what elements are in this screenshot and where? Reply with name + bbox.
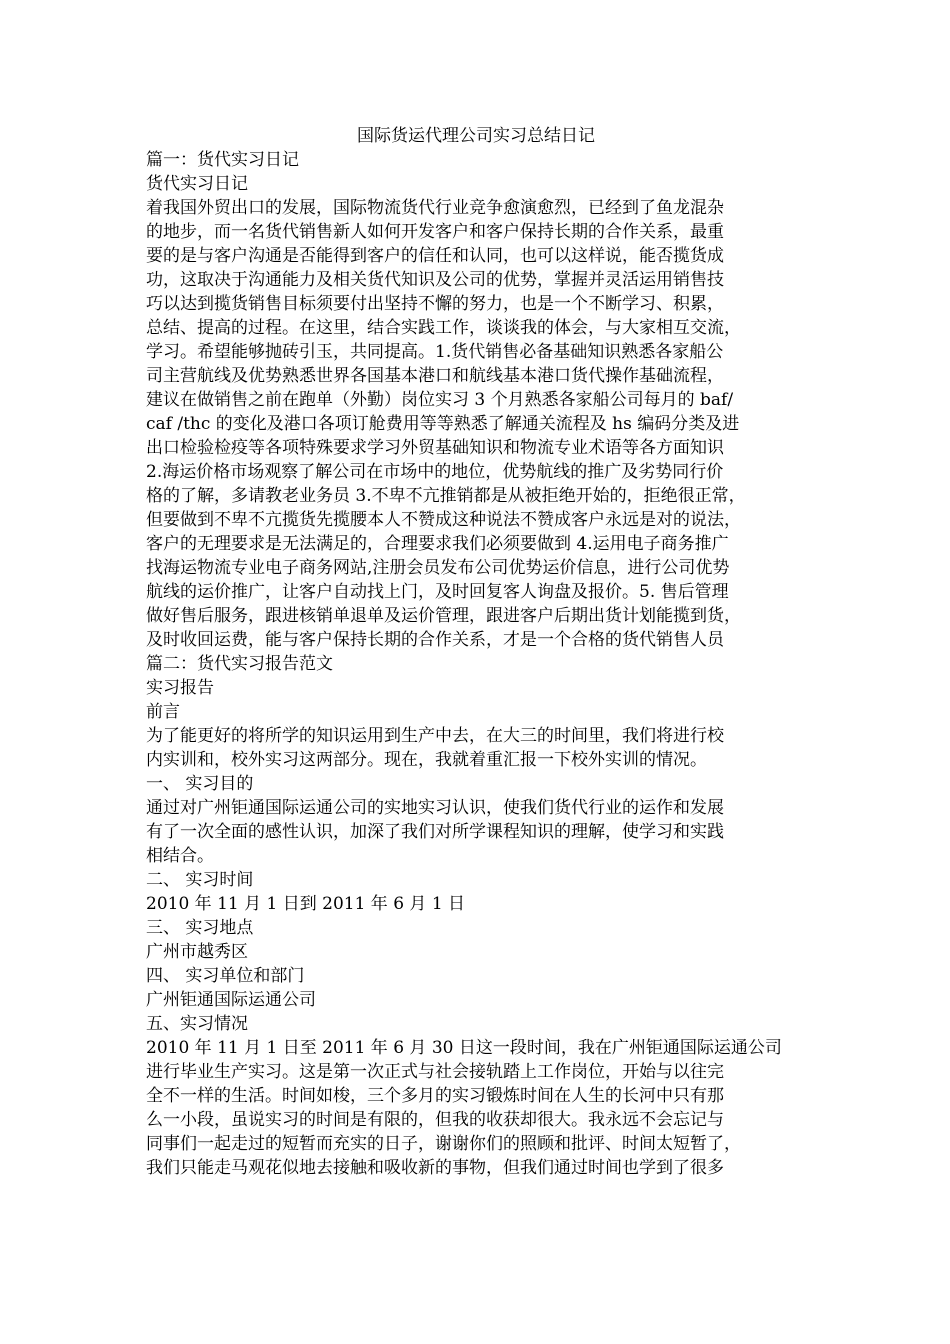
text-line: 做好售后服务，跟进核销单退单及运价管理，跟进客户后期出货计划能揽到货， <box>146 606 741 626</box>
text-line: 二、 实习时间 <box>146 870 254 890</box>
text-line: 五、实习情况 <box>146 1014 248 1034</box>
text-line: 进行毕业生产实习。这是第一次正式与社会接轨踏上工作岗位，开始与以往完 <box>146 1062 724 1082</box>
document-title: 国际货运代理公司实习总结日记 <box>357 126 595 146</box>
document-body <box>146 124 806 1180</box>
text-line: 四、 实习单位和部门 <box>146 966 305 986</box>
text-line: 篇一：货代实习日记 <box>146 150 299 170</box>
text-line: 但要做到不卑不亢揽货先揽腰本人不赞成这种说法不赞成客户永远是对的说法， <box>146 510 741 530</box>
text-line: 司主营航线及优势熟悉世界各国基本港口和航线基本港口货代操作基础流程， <box>146 366 724 386</box>
text-line: 学习。希望能够抛砖引玉，共同提高。1.货代销售必备基础知识熟悉各家船公 <box>146 342 724 362</box>
text-line: 2010 年 11 月 1 日到 2011 年 6 月 1 日 <box>146 894 466 914</box>
text-line: 找海运物流专业电子商务网站,注册会员发布公司优势运价信息，进行公司优势 <box>146 558 730 578</box>
text-line: 2010 年 11 月 1 日至 2011 年 6 月 30 日这一段时间，我在广州钜通国际运通公司 <box>146 1038 782 1058</box>
text-line: 广州市越秀区 <box>146 942 248 962</box>
text-line: 建议在做销售之前在跑单（外勤）岗位实习 3 个月熟悉各家船公司每月的 baf/ <box>146 390 734 410</box>
text-line: 通过对广州钜通国际运通公司的实地实习认识，使我们货代行业的运作和发展 <box>146 798 724 818</box>
text-line: 相结合。 <box>146 846 214 866</box>
text-line: 实习报告 <box>146 678 214 698</box>
text-line: 全不一样的生活。时间如梭，三个多月的实习锻炼时间在人生的长河中只有那 <box>146 1086 724 1106</box>
text-line: 有了一次全面的感性认识，加深了我们对所学课程知识的理解，使学习和实践 <box>146 822 724 842</box>
text-line: 客户的无理要求是无法满足的，合理要求我们必须要做到 4.运用电子商务推广 <box>146 534 729 554</box>
text-line: 内实训和，校外实习这两部分。现在，我就着重汇报一下校外实训的情况。 <box>146 750 707 770</box>
text-line: 篇二：货代实习报告范文 <box>146 654 333 674</box>
text-line: 格的了解，多请教老业务员 3.不卑不亢推销都是从被拒绝开始的，拒绝很正常， <box>146 486 746 506</box>
text-line: 着我国外贸出口的发展，国际物流货代行业竞争愈演愈烈，已经到了鱼龙混杂 <box>146 198 724 218</box>
text-line: 出口检验检疫等各项特殊要求学习外贸基础知识和物流专业术语等各方面知识 <box>146 438 724 458</box>
text-line: 一、 实习目的 <box>146 774 254 794</box>
document-text <box>146 148 806 1180</box>
text-line: 我们只能走马观花似地去接触和吸收新的事物，但我们通过时间也学到了很多 <box>146 1158 724 1178</box>
text-line: 2.海运价格市场观察了解公司在市场中的地位，优势航线的推广及劣势同行价 <box>146 462 724 482</box>
text-line: 同事们一起走过的短暂而充实的日子，谢谢你们的照顾和批评、时间太短暂了， <box>146 1134 741 1154</box>
text-line: 及时收回运费，能与客户保持长期的合作关系，才是一个合格的货代销售人员 <box>146 630 724 650</box>
text-line: 要的是与客户沟通是否能得到客户的信任和认同，也可以这样说，能否揽货成 <box>146 246 724 266</box>
text-line: 巧以达到揽货销售目标须要付出坚持不懈的努力，也是一个不断学习、积累， <box>146 294 724 314</box>
text-line: 广州钜通国际运通公司 <box>146 990 316 1010</box>
text-line: 的地步，而一名货代销售新人如何开发客户和客户保持长期的合作关系，最重 <box>146 222 724 242</box>
text-line: 总结、提高的过程。在这里，结合实践工作，谈谈我的体会，与大家相互交流， <box>146 318 741 338</box>
text-line: 三、 实习地点 <box>146 918 254 938</box>
text-line: 功，这取决于沟通能力及相关货代知识及公司的优势，掌握并灵活运用销售技 <box>146 270 724 290</box>
text-line: 么一小段，虽说实习的时间是有限的，但我的收获却很大。我永远不会忘记与 <box>146 1110 724 1130</box>
text-line: 前言 <box>146 702 180 722</box>
text-line: caf /thc 的变化及港口各项订舱费用等等熟悉了解通关流程及 hs 编码分类及进 <box>146 414 740 434</box>
text-line: 为了能更好的将所学的知识运用到生产中去，在大三的时间里，我们将进行校 <box>146 726 724 746</box>
text-line: 货代实习日记 <box>146 174 248 194</box>
text-line: 航线的运价推广，让客户自动找上门，及时回复客人询盘及报价。5. 售后管理 <box>146 582 729 602</box>
